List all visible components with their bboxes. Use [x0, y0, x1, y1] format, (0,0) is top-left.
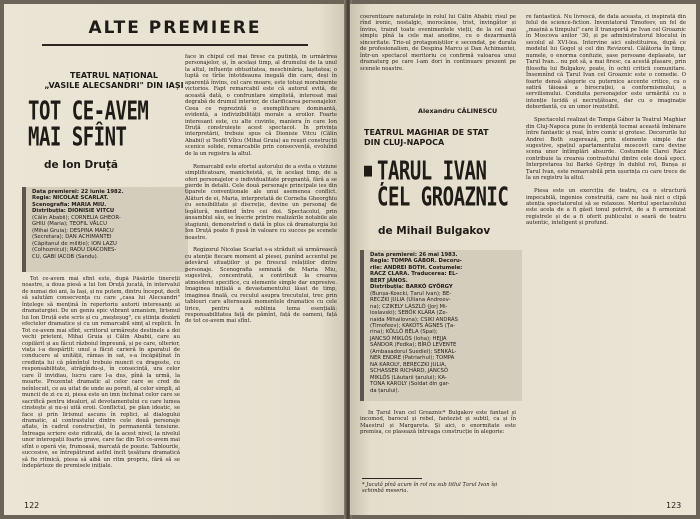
credit-line: (Timofeev); KAKOTS ÁGNES (Ța- — [370, 322, 456, 329]
credit-line: naida Mihailovna); CSIKI ANDRÁS — [370, 316, 458, 323]
credit-line: NA KAROLY, BERECZKI JULIA, — [370, 361, 447, 368]
paragraph: face în chipul cel mai firesc cu putință, în urmărirea personajelor, și, în același timp, al drumului de la unul la altul, influențe obtuzitatea, meschinăria, lașitatea; o luptă ce tîrîie întotdeauna inegală din care, deși în aparență învins, cel care moare, este totuși moralmente victorios. Fapt remarcabil este că autorul evită, de această dată, o confruntare simplistă, interesat mai degrabă de drumul interior, de clarificarea personajelor. Ceea ce reprezintă o exemplificare dominantă, evidentă, a indivizibilității morale a eroilor. Foarte interesant este, cu alte cuvinte, maniera în care Ion Druță construiește acest spectacol. În privința interpretării, trebuie spus că Dionisie Vitcu (Călin Ababii) și Teofil Vîlcu (Mihai Gruia) au reușit construcții scenice solide, remarcabile prin consecvență, evoluînd de la un registru la altul. — [185, 54, 337, 157]
paragraph: În Țarul Ivan cel Groaznic* Bulgakov este fantast și incomod, barocul și rebel, fantezist și subtil, ca și în Maestrul și Margareta. Și aici, o enormitate este premisa, ce plasează întreaga construcție în alegorie: — [360, 410, 516, 436]
play-title — [364, 156, 524, 212]
paragraph: re fantastică. Nu livrescă, de data aceasta, ci inspirată din felul de science-fiction. Inventatorul Timofeev, un fel de „mașină a timpului" care îl transportă pe Ivan cel Groaznic în Moscova anilor '30, și pe administratorul blocului în secolul al XVI-lea. Intervine aici substituirea, după ce modelul lui Gogol și cel din Revizorul. Călătoria în timp, numele, o enorma confuzie, șase persoane deplasate, iar Țarul Ivan... nu pot să, a mai firesc, ca acestă plasare, prin filosofia lui Bulgakov, poate, în ochii criticii comunitare. Însemnînd că Țarul Ivan cel Groaznic este o comedie. O foarte densă alegorie cu puternice accente critice, cu o satiră tăioasă a birocrației, a conformismului, a servilismului. Conduita personajelor este urmărită cu o intenție lucidă și necruțătoare, dar cu o imaginație debordantă, cu un umor irezistibil. — [526, 14, 686, 111]
credit-line: da țarului). — [370, 387, 400, 394]
credit-line: CU, GABI IACOB (Sandu). — [32, 253, 99, 260]
credit-line: Scenografia: MARIA MIU. — [32, 201, 107, 208]
play-title-line: CEL GROAZNIC — [377, 182, 509, 212]
credit-line: SCHASSER RICHÁRD, JANCSÓ — [370, 368, 449, 375]
theatre-heading-line: TEATRUL NAȚIONAL — [70, 71, 158, 80]
credit-line: JANCSÓ MIKLÓS (Ioha); HEJJA — [370, 335, 447, 342]
author: de Ion Druță — [44, 159, 119, 171]
right-column-2 — [526, 14, 686, 500]
paragraph: Tot ce-avem mai sfînt este, după Păsările tinereții noastre, a doua piesă a lui Ion Druță jucată, în intervalul de numai doi ani, la Iași, și nu putem, dintru început, decît să salutăm consecvența cu care „casa lui Alecsandri" înțelege să mențină în repertoriu autorii interesanți ai dramaturgiei. De un geniu epic vibrant umanism, lirismul lui Ion Druță este scris și cu „meșteșug", cu știința dozării efectelor dramatice și cu un remarcabil simț al replicii. În Tot ce-avem mai sfînt, scriitorul urmărește destinele a doi vechi prieteni, Mihai Gruia și Călin Ababii, care au copilărit și au făcut războiul împreună, și pe care, ulterior, viața i-a despărțit: unul a făcut carieră în aparatul de conducere al unității, râmas în sat, s-a încăpățînat în credința lui că pămîntul trebuie muncit cu dragoste, cu responsabilitate, atrăgîndu-și, în consecință, ura celor care îl invidiau, lucru care l-a dus, pînă la urmă, la moarte. Prezentat dramatic al celor care se cred de neînlocuit, ce au uitat de unde au pornit, al celor simpli, al muncii de zi cu zi, piesa este un imn închinat celor care se sacrifică pentru idealuri, al devotamentului cu care lumea cinstește și nu-și uită eroii. Conflictul, pe plan ideatic, se face și prin lirismul ascuns în replici, al dialogului dramatic, al contrastului dintre cele două personaje aflate, în cadrul construcției, în permanentă tensiune. Întreaga scriere este ridicată, de la acest nivel, la nivelul unor interogații foarte grave, care fac din Tot ce-avem mai sfînt o operă vie, frumoasă, marcată de poezie. Tablourile, succesive, se întrepătrund astfel încît țesătura dramatică să fie ritmică, piesa să aibă un ritm propriu, fără să se îndepărteze de premisele inițiale. — [22, 276, 180, 470]
play-title-text: ȚARUL IVAN — [377, 156, 487, 186]
play-title-line: TOT CE-AVEM — [28, 96, 149, 126]
footnote-rule — [362, 478, 422, 479]
credit-line: Distribuția: DIONISIE VITCU — [32, 208, 115, 215]
credit-line: SÁNDOR (Fedka); BÍRÓ LEVENTE — [370, 342, 457, 349]
credit-line: loslavski); SEBŐK KLÁRA (Ze- — [370, 310, 448, 317]
credit-line: (Căpitanul de miliție); ION LAZU — [32, 240, 117, 247]
credits-box — [22, 187, 188, 272]
right-column-1-bottom — [360, 410, 516, 468]
credit-line: rina); KÖLLŐ BÉLA (Spai); — [370, 329, 438, 336]
play-title-line: MAI SFÎNT — [28, 122, 127, 152]
credit-line: Regia: NICOLAE SCARLAT. — [32, 195, 109, 202]
left-column-2 — [185, 54, 337, 500]
play-title-line — [364, 156, 524, 186]
theatre-heading-line: TEATRUL MAGHIAR DE STAT — [364, 128, 489, 137]
page-number: 123 — [666, 501, 682, 510]
credit-line: RACZ CLARA. Traducerea: EL- — [370, 271, 458, 278]
paragraph: coerentizare naturaleţe în rolul lui Călin Ababii; rîsul pe rînd ironic, nostalgic, morocănos, trist, învingător și învins, traind toate evenimentele vieții, de la cel mai simplu pînă la cele mai anodine, cu o dezarmantă sinceritate. Trio-ul protagoniștilor e secondat, pe durata de profesionalism, de Despina Marcu și Dan Achimantei, într-un spectacol meritoriu ce confirmă valoarea unui dramaturg pe care l-am dori în continuare prezent pe scenele noastre. — [360, 14, 516, 72]
theatre-heading — [44, 71, 184, 90]
theatre-heading-line: DIN CLUJ-NAPOCA — [364, 137, 445, 147]
credit-line: Distribuția: BARKÓ GYÖRGY — [370, 284, 453, 291]
left-column-1 — [22, 276, 180, 494]
credit-line: (Călin Ababii); CORNELIA GHEOR- — [32, 214, 121, 221]
play-title — [28, 96, 178, 152]
credit-line: (Bunșa-Koscki, Țarul Ivan); BE- — [370, 290, 452, 297]
page-number: 122 — [24, 501, 40, 510]
theatre-heading — [364, 128, 514, 147]
credit-line: GHIU (Maria); TEOFIL VÂLCU — [32, 221, 107, 228]
theatre-heading-line: „VASILE ALECSANDRI" DIN IAȘI — [44, 80, 184, 90]
credit-line: TONA KAROLY (Soldat din gar- — [370, 381, 450, 388]
credit-line: BERT JÁNOS. — [370, 277, 408, 284]
author: de Mihail Bulgakov — [378, 225, 491, 237]
title-rule — [42, 44, 308, 46]
credit-line: rile: ANDREI BOTH. Costumele: — [370, 264, 463, 271]
square-bullet-icon — [364, 166, 372, 177]
credit-line: (Colhoznicul); RADU DIACONES- — [32, 247, 117, 254]
right-column-1-top — [360, 14, 516, 96]
credit-line: NER ENDRE (Patriarhul); TOMPA — [370, 355, 455, 362]
paragraph: Spectacolul realizat de Tompa Gábor la Teatrul Maghiar din Cluj-Napoca pune în evidență tocmai această îmbinare între fantastic și real, între comic și grotesc. Decorurile lui Andrei Both sugerează, prin elemente simple dar sugestive, spațiul apartamentului moscovit care devine scena unor întîmplări absurde. Costumele Clarei Rácz contribuie la crearea contrastului dintre cele două epoci. Interpretarea lui Barkó György în dublul rol, Bunșa și Țarul Ivan, este remarcabilă prin ușurința cu care trece de la un registru la altul. — [526, 117, 686, 182]
credit-line: (Ambasadorul Suediei); SENKÁL- — [370, 348, 457, 355]
credit-line: (Mihai Gruia); DESPINA MARCU — [32, 227, 114, 234]
credit-line: na); CZIKELY LÁSZLÓ (Jorj Mi- — [370, 303, 448, 310]
right-page — [350, 4, 696, 515]
paragraph: Regizorul Nicolae Scarlat s-a străduit să urmărească cu atenție fiecare moment al piesei, punînd accentul pe adevărul situațiilor și pe firescul relațiilor dintre personaje. Scenografia semnată de Maria Miu, sugestivă, concentrată, a contribuit la crearea atmosferei specifice, cu elemente simple dar expresive. Imaginea inițială a devastamentului lăsat de timp, imaginea finală, cu reculul asupra trecutului, trec prin tablouri care alternează momentele dramatice cu cele lirice, pentru a sublinia tema esențială: responsabilitatea față de pămînt, față de oameni, față de tot ce-avem mai sfînt. — [185, 247, 337, 325]
credit-line: Data premierei: 26 mai 1983. — [370, 252, 458, 258]
credits-box — [360, 250, 522, 401]
article-signature: Alexandru CĂLINESCU — [418, 107, 498, 115]
section-title: ALTE PREMIERE — [88, 18, 262, 38]
credit-line: Regia: TOMPA GÁBOR. Decoru- — [370, 258, 462, 265]
credit-line: RECZKI JULIA (Uliana Andreev- — [370, 297, 451, 304]
paragraph: Remarcabil este efortul autorului de a evita o viziune simplificatoare, manicheistă, și, în același timp, de a oferi personajelor o individualitate pregnantă, fără a se pierde în detalii. Cele două personaje principale ies din tiparele convenționale ale unui asemenea conflict. Alături de ei, Maria, interpretată de Cornelia Gheorghiu cu sensibilitate și discreție, devine un personaj de legătură, mediind între cei doi. Spectacolul, prin ansamblul său, se înscrie printre realizările notabile ale stagiunii, demonstrînd o dată în plus că dramaturgia lui Ion Druță poate fi pusă în valoare cu succes pe scenele noastre. — [185, 163, 337, 241]
left-page — [4, 4, 346, 515]
credit-line: (Secretara); DAN ACHIMANTEI — [32, 234, 112, 241]
credit-line: Data premierei: 22 iunie 1982. — [32, 189, 124, 195]
paragraph: Piesa este un exercițiu de teatru, cu o structură impecabilă, ingenios construită, care nu lasă nici o clipă atenția spectatorului să se relaxeze. Meritul spectacolului este acela de a fi găsit tonul potrivit, de a fi armonizat registrele și de a fi oferit publicului o seară de teatru autentic, inteligent și profund. — [526, 188, 686, 227]
footnote: * Jucată pînă acum în rol nu sub titlul Țarul Ivan își schimbă meseria. — [362, 482, 498, 495]
credit-line: MIKLÓS (Lăutarii țarului); KA- — [370, 374, 447, 381]
